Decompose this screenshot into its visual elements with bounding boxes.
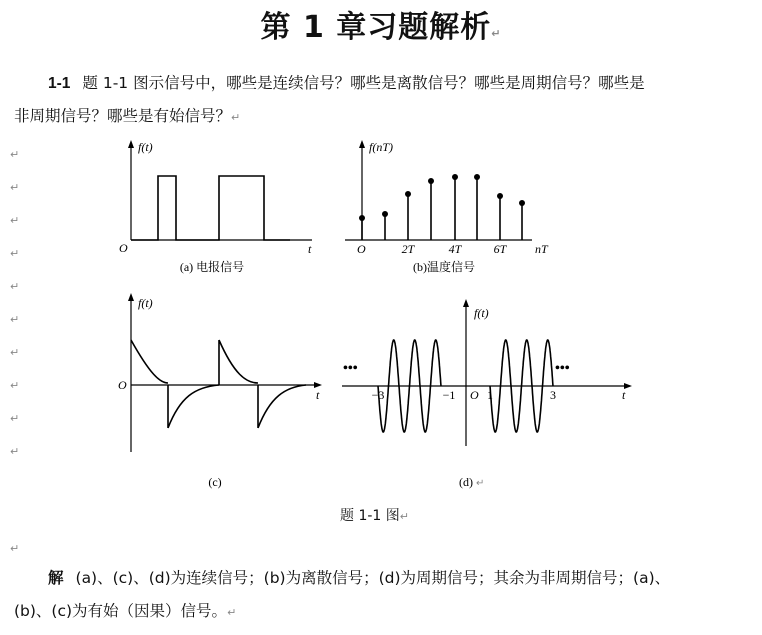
tick-minus-1: −1 [442, 388, 456, 402]
margin-mark: ↵ [10, 313, 20, 326]
figure-b [345, 140, 549, 274]
tick-6T: 6T [493, 242, 507, 256]
exponential-signal [131, 340, 306, 428]
solution-line-1: 解 (a)、(c)、(d)为连续信号；(b)为离散信号；(d)为周期信号；其余为非周期信号；(a)、 [48, 569, 671, 587]
tick-1: 1 [487, 388, 493, 402]
margin-mark: ↵ [10, 280, 20, 293]
sample-point [519, 200, 525, 206]
x-label-b: nT [535, 242, 548, 256]
problem-number: 1-1 [48, 75, 71, 92]
tick-3: 3 [550, 388, 556, 402]
solution-label: 解 [48, 569, 64, 587]
origin-d: O [470, 388, 479, 402]
figure-c [118, 296, 320, 489]
solution-line-2: (b)、(c)为有始（因果）信号。↵ [14, 602, 237, 620]
origin-a: O [119, 241, 128, 255]
figure-a [119, 140, 312, 274]
tick-2T: 2T [401, 242, 415, 256]
caption-a: (a) 电报信号 [179, 260, 245, 274]
ellipsis-right: ••• [555, 361, 570, 376]
x-label-d: t [622, 388, 626, 402]
figure-caption: 题 1-1 图↵ [340, 508, 409, 524]
sample-point [428, 178, 434, 184]
sample-point [474, 174, 480, 180]
figure-d [342, 303, 628, 489]
tick-4T: 4T [448, 242, 462, 256]
caption-d: (d) [459, 475, 473, 489]
margin-mark: ↵ [10, 542, 20, 555]
sample-point [359, 215, 365, 221]
problem-line-2: 非周期信号？哪些是有始信号？↵ [14, 107, 241, 125]
temperature-samples [359, 174, 525, 240]
origin-b: O [357, 242, 366, 256]
caption-b: (b)温度信号 [413, 260, 475, 274]
y-label-a: f(t) [138, 140, 153, 154]
problem-line-1: 1-1 题 1-1 图示信号中，哪些是连续信号？哪些是离散信号？哪些是周期信号？哪些是 [48, 74, 645, 92]
tick-minus-3: −3 [371, 388, 385, 402]
sample-point [382, 211, 388, 217]
margin-mark: ↵ [10, 445, 20, 458]
telegraph-pulses [131, 176, 290, 240]
caption-c: (c) [208, 475, 222, 489]
x-label-a: t [308, 242, 312, 256]
page-title: 第 1 章习题解析↵ [260, 10, 502, 45]
margin-mark: ↵ [10, 346, 20, 359]
margin-mark: ↵ [10, 412, 20, 425]
origin-c: O [118, 378, 127, 392]
sample-point [497, 193, 503, 199]
margin-mark: ↵ [10, 247, 20, 260]
sample-point [405, 191, 411, 197]
margin-mark: ↵ [10, 379, 20, 392]
sample-point [452, 174, 458, 180]
margin-mark: ↵ [10, 181, 20, 194]
margin-mark: ↵ [10, 214, 20, 227]
caption-d-mark: ↵ [476, 478, 485, 489]
y-label-d: f(t) [474, 306, 489, 320]
x-label-c: t [316, 388, 320, 402]
y-label-c: f(t) [138, 296, 153, 310]
ellipsis-left: ••• [343, 361, 358, 376]
margin-mark: ↵ [10, 148, 20, 161]
y-label-b: f(nT) [369, 140, 393, 154]
